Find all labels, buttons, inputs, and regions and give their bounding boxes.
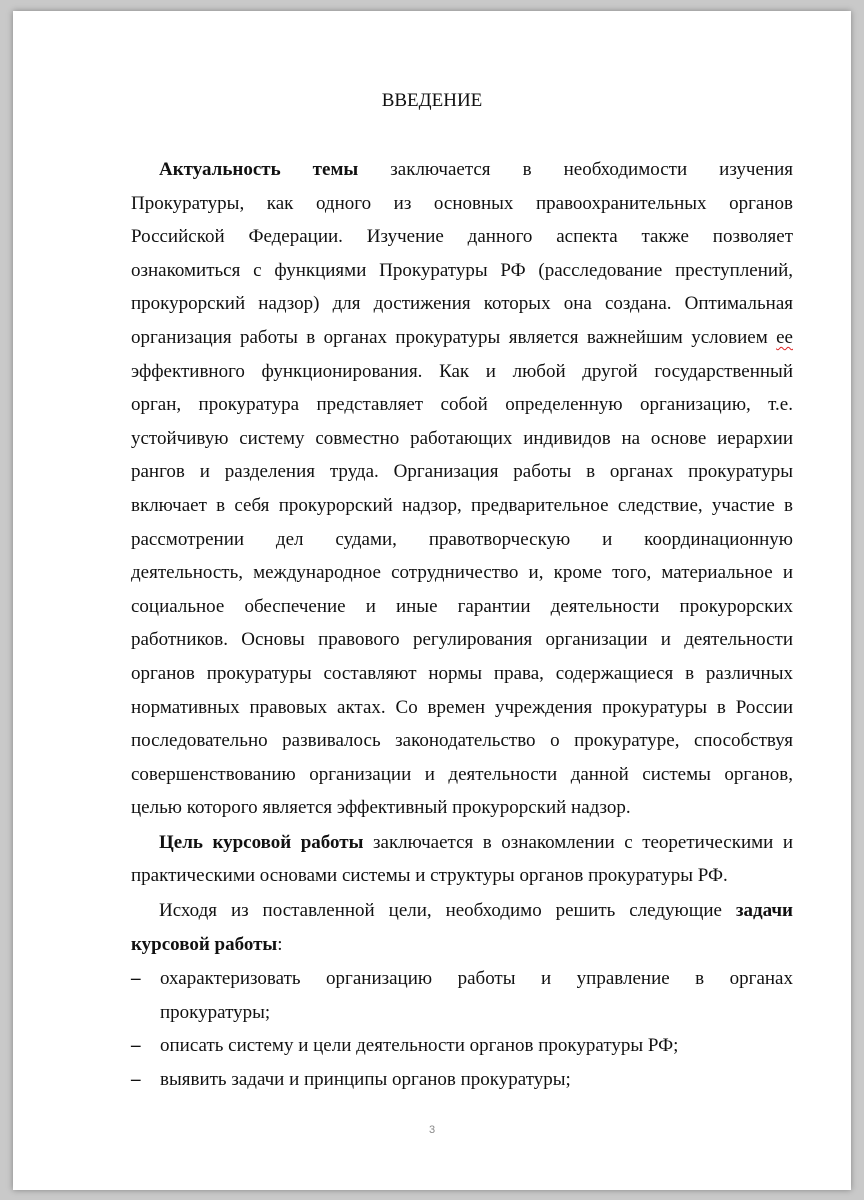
text-line xyxy=(131,455,793,489)
text-segment: рангов и разделения труда. Организация работы в органах прокуратуры xyxy=(131,461,793,483)
bold-text: Цель курсовой работы xyxy=(159,831,364,853)
text-segment: эффективного функционирования. Как и любой другой государственный xyxy=(131,360,793,382)
text-segment: социальное обеспечение и иные гарантии деятельности прокурорских xyxy=(131,595,793,617)
paragraph xyxy=(131,826,793,893)
text-line xyxy=(160,1029,793,1063)
bold-text: Актуальность темы xyxy=(159,159,359,180)
text-line xyxy=(131,859,793,893)
text-line xyxy=(131,523,793,557)
text-segment: : xyxy=(277,933,283,955)
text-segment: рассмотрении дел судами, правотворческую и координационную xyxy=(131,528,793,550)
text-segment: целью которого является эффективный прокурорский надзор. xyxy=(131,797,631,819)
text-line xyxy=(131,556,793,590)
text-line xyxy=(131,691,793,725)
paragraph xyxy=(131,153,793,825)
text-segment: Исходя из поставленной цели, необходимо решить следующие xyxy=(159,900,736,922)
text-segment: органов прокуратуры составляют нормы права, содержащиеся в различных xyxy=(131,662,793,684)
text-segment: Российской Федерации. Изучение данного аспекта также позволяет xyxy=(131,226,793,248)
dash-bullet-icon: – xyxy=(131,1035,141,1057)
text-line xyxy=(131,287,793,321)
text-segment: последовательно развивалось законодательство о прокуратуре, способствуя xyxy=(131,730,793,752)
text-line xyxy=(131,894,793,928)
text-segment: прокурорский надзор) для достижения которых она создана. Оптимальная xyxy=(131,293,793,315)
text-segment: совершенствованию организации и деятельности данной системы органов, xyxy=(131,763,793,785)
text-segment: включает в себя прокурорский надзор, предварительное следствие, участие в xyxy=(131,494,793,516)
text-segment: работников. Основы правового регулирования организации и деятельности xyxy=(131,629,793,651)
text-line xyxy=(131,153,793,187)
section-heading: ВВЕДЕНИЕ xyxy=(381,90,483,111)
text-segment: практическими основами системы и структуры органов прокуратуры РФ. xyxy=(131,865,728,887)
text-segment: деятельность, международное сотрудничество и, кроме того, материальное и xyxy=(131,562,793,584)
text-line xyxy=(131,489,793,523)
text-line xyxy=(131,254,793,288)
text-line xyxy=(131,724,793,758)
list-item xyxy=(131,962,793,1029)
text-segment: выявить задачи и принципы органов прокуратуры; xyxy=(160,1069,571,1091)
text-line xyxy=(131,928,793,962)
dash-bullet-icon: – xyxy=(131,1069,141,1091)
text-line xyxy=(131,590,793,624)
page-number: 3 xyxy=(428,1124,436,1136)
text-line xyxy=(131,355,793,389)
dash-bullet-icon: – xyxy=(131,968,141,990)
text-segment: Прокуратуры, как одного из основных правоохранительных органов xyxy=(131,192,793,214)
paragraph xyxy=(131,894,793,961)
text-line xyxy=(160,996,793,1030)
text-line xyxy=(131,388,793,422)
text-line xyxy=(131,791,793,825)
text-segment: ознакомиться с функциями Прокуратуры РФ (расследование преступлений, xyxy=(131,259,793,281)
text-line xyxy=(131,321,793,355)
bold-text: курсовой работы xyxy=(131,933,278,955)
text-segment: заключается в ознакомлении с теоретическими и xyxy=(363,831,793,853)
text-line xyxy=(160,1063,793,1097)
text-segment: нормативных правовых актах. Со времен учреждения прокуратуры в России xyxy=(131,696,793,718)
list-item xyxy=(131,1063,793,1097)
text-segment: орган, прокуратура представляет собой определенную организацию, т.е. xyxy=(131,394,793,416)
bold-text: задачи xyxy=(735,900,793,922)
spellcheck-flagged-text: ее xyxy=(776,326,793,348)
text-segment: охарактеризовать организацию работы и управление в органах xyxy=(160,968,793,990)
text-line xyxy=(131,187,793,221)
list-item xyxy=(131,1029,793,1063)
text-line xyxy=(131,657,793,691)
text-line xyxy=(160,962,793,996)
text-line xyxy=(131,220,793,254)
text-segment: описать систему и цели деятельности органов прокуратуры РФ; xyxy=(160,1035,679,1057)
text-line xyxy=(131,758,793,792)
text-line xyxy=(131,826,793,860)
text-line xyxy=(131,623,793,657)
text-segment: устойчивую систему совместно работающих индивидов на основе иерархии xyxy=(131,427,793,449)
text-line xyxy=(131,422,793,456)
text-segment: заключается в необходимости изучения xyxy=(358,159,793,180)
text-segment: организация работы в органах прокуратуры является важнейшим условием xyxy=(131,326,777,348)
text-segment: прокуратуры; xyxy=(160,1001,271,1023)
document-body xyxy=(131,153,793,1097)
